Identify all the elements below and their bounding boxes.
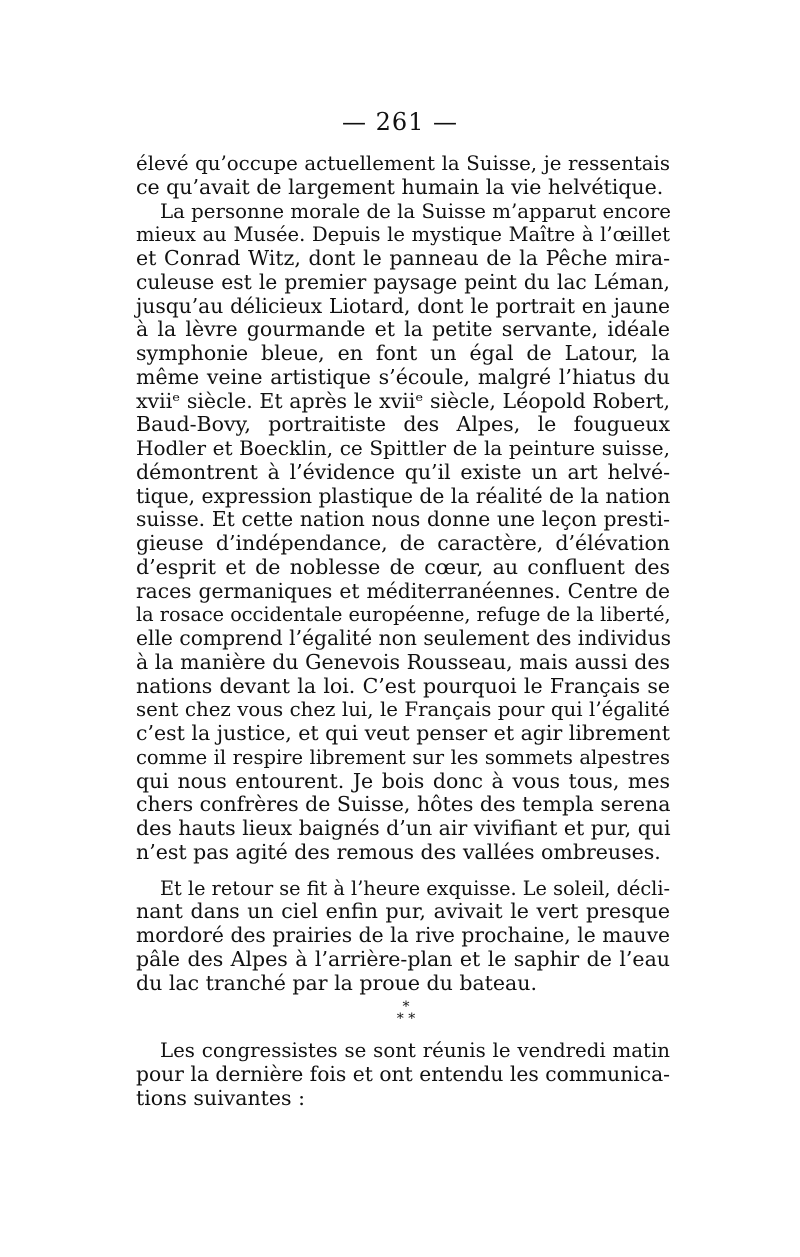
text-line: mordoré des prairies de la rive prochaine, le mauve xyxy=(136,923,670,947)
text-line: même veine artistique s’écoule, malgré l’hiatus du xyxy=(136,364,670,389)
text-line: chers confrères de Suisse, hôtes des templa serena xyxy=(136,792,671,817)
text-line: nations devant la loi. C’est pourquoi le Français se xyxy=(136,673,670,698)
text-line: culeuse est le premier paysage peint du lac Léman, xyxy=(136,269,670,294)
text-line: Les congressistes se sont réunis le vendredi matin xyxy=(160,1039,670,1063)
text-line: suisse. Et cette nation nous donne une leçon presti- xyxy=(136,507,670,532)
paragraph-3 xyxy=(136,877,670,996)
text-line: pour la dernière fois et ont entendu les communica- xyxy=(136,1062,670,1086)
page-number: — 261 — xyxy=(341,108,459,136)
text-line: Baud-Bovy, portraitiste des Alpes, le fougueux xyxy=(136,412,670,437)
text-line: la rosace occidentale européenne, refuge de la liberté, xyxy=(136,603,671,627)
paragraph-4 xyxy=(136,1039,670,1110)
text-line: elle comprend l’égalité non seulement des individus xyxy=(136,626,672,650)
text-line: pâle des Alpes à l’arrière-plan et le saphir de l’eau xyxy=(136,946,670,971)
text-line: gieuse d’indépendance, de caractère, d’élévation xyxy=(136,531,670,555)
text-line: races germaniques et méditerranéennes. Centre de xyxy=(136,578,670,603)
text-line: nant dans un ciel enfin pur, avivait le vert presque xyxy=(136,899,670,924)
text-line: et Conrad Witz, dont le panneau de la Pêche mira- xyxy=(136,246,670,270)
text-line: mieux au Musée. Depuis le mystique Maître à l’œillet xyxy=(136,223,670,247)
text-line: xviiᵉ siècle. Et après le xviiᵉ siècle, Léopold Robert, xyxy=(136,388,670,413)
paragraph-1 xyxy=(136,152,670,200)
text-line: du lac tranché par la proue du bateau. xyxy=(136,970,537,995)
text-line: n’est pas agité des remous des vallées ombreuses. xyxy=(136,839,661,864)
text-line: tions suivantes : xyxy=(136,1085,305,1110)
asterism-divider xyxy=(142,995,670,1028)
text-line: des hauts lieux baignés d’un air vivifiant et pur, qui xyxy=(136,816,671,840)
text-line: ce qu’avait de largement humain la vie helvétique. xyxy=(136,174,664,199)
text-line: démontrent à l’évidence qu’il existe un art helvé- xyxy=(136,459,670,484)
text-line: d’esprit et de noblesse de cœur, au confluent des xyxy=(136,554,670,579)
text-line: c’est la justice, et qui veut penser et agir librement xyxy=(136,721,670,745)
text-line: symphonie bleue, en font un égal de Latour, la xyxy=(136,341,670,365)
text-line: Hodler et Boecklin, ce Spittler de la peinture suisse, xyxy=(136,436,670,460)
text-line: tique, expression plastique de la réalité de la nation xyxy=(136,483,671,508)
text-line: qui nous entourent. Je bois donc à vous tous, mes xyxy=(136,768,670,793)
text-line: à la manière du Genevois Rousseau, mais aussi des xyxy=(136,649,670,674)
text-line: comme il respire librement sur les sommets alpestres xyxy=(136,745,670,769)
paragraph-2 xyxy=(136,200,670,865)
text-line: sent chez vous chez lui, le Français pour qui l’égalité xyxy=(136,698,670,722)
asterism-bottom: * * xyxy=(396,1011,416,1028)
body-text xyxy=(136,152,670,1111)
text-line: à la lèvre gourmande et la petite servante, idéale xyxy=(136,317,670,342)
text-line: jusqu’au délicieux Liotard, dont le portrait en jaune xyxy=(136,293,670,318)
asterism-top: * xyxy=(402,999,410,1016)
text-line: Et le retour se fit à l’heure exquisse. Le soleil, décli- xyxy=(160,876,670,900)
text-line: La personne morale de la Suisse m’apparut encore xyxy=(160,199,671,223)
text-line: élevé qu’occupe actuellement la Suisse, je ressentais xyxy=(136,152,670,175)
